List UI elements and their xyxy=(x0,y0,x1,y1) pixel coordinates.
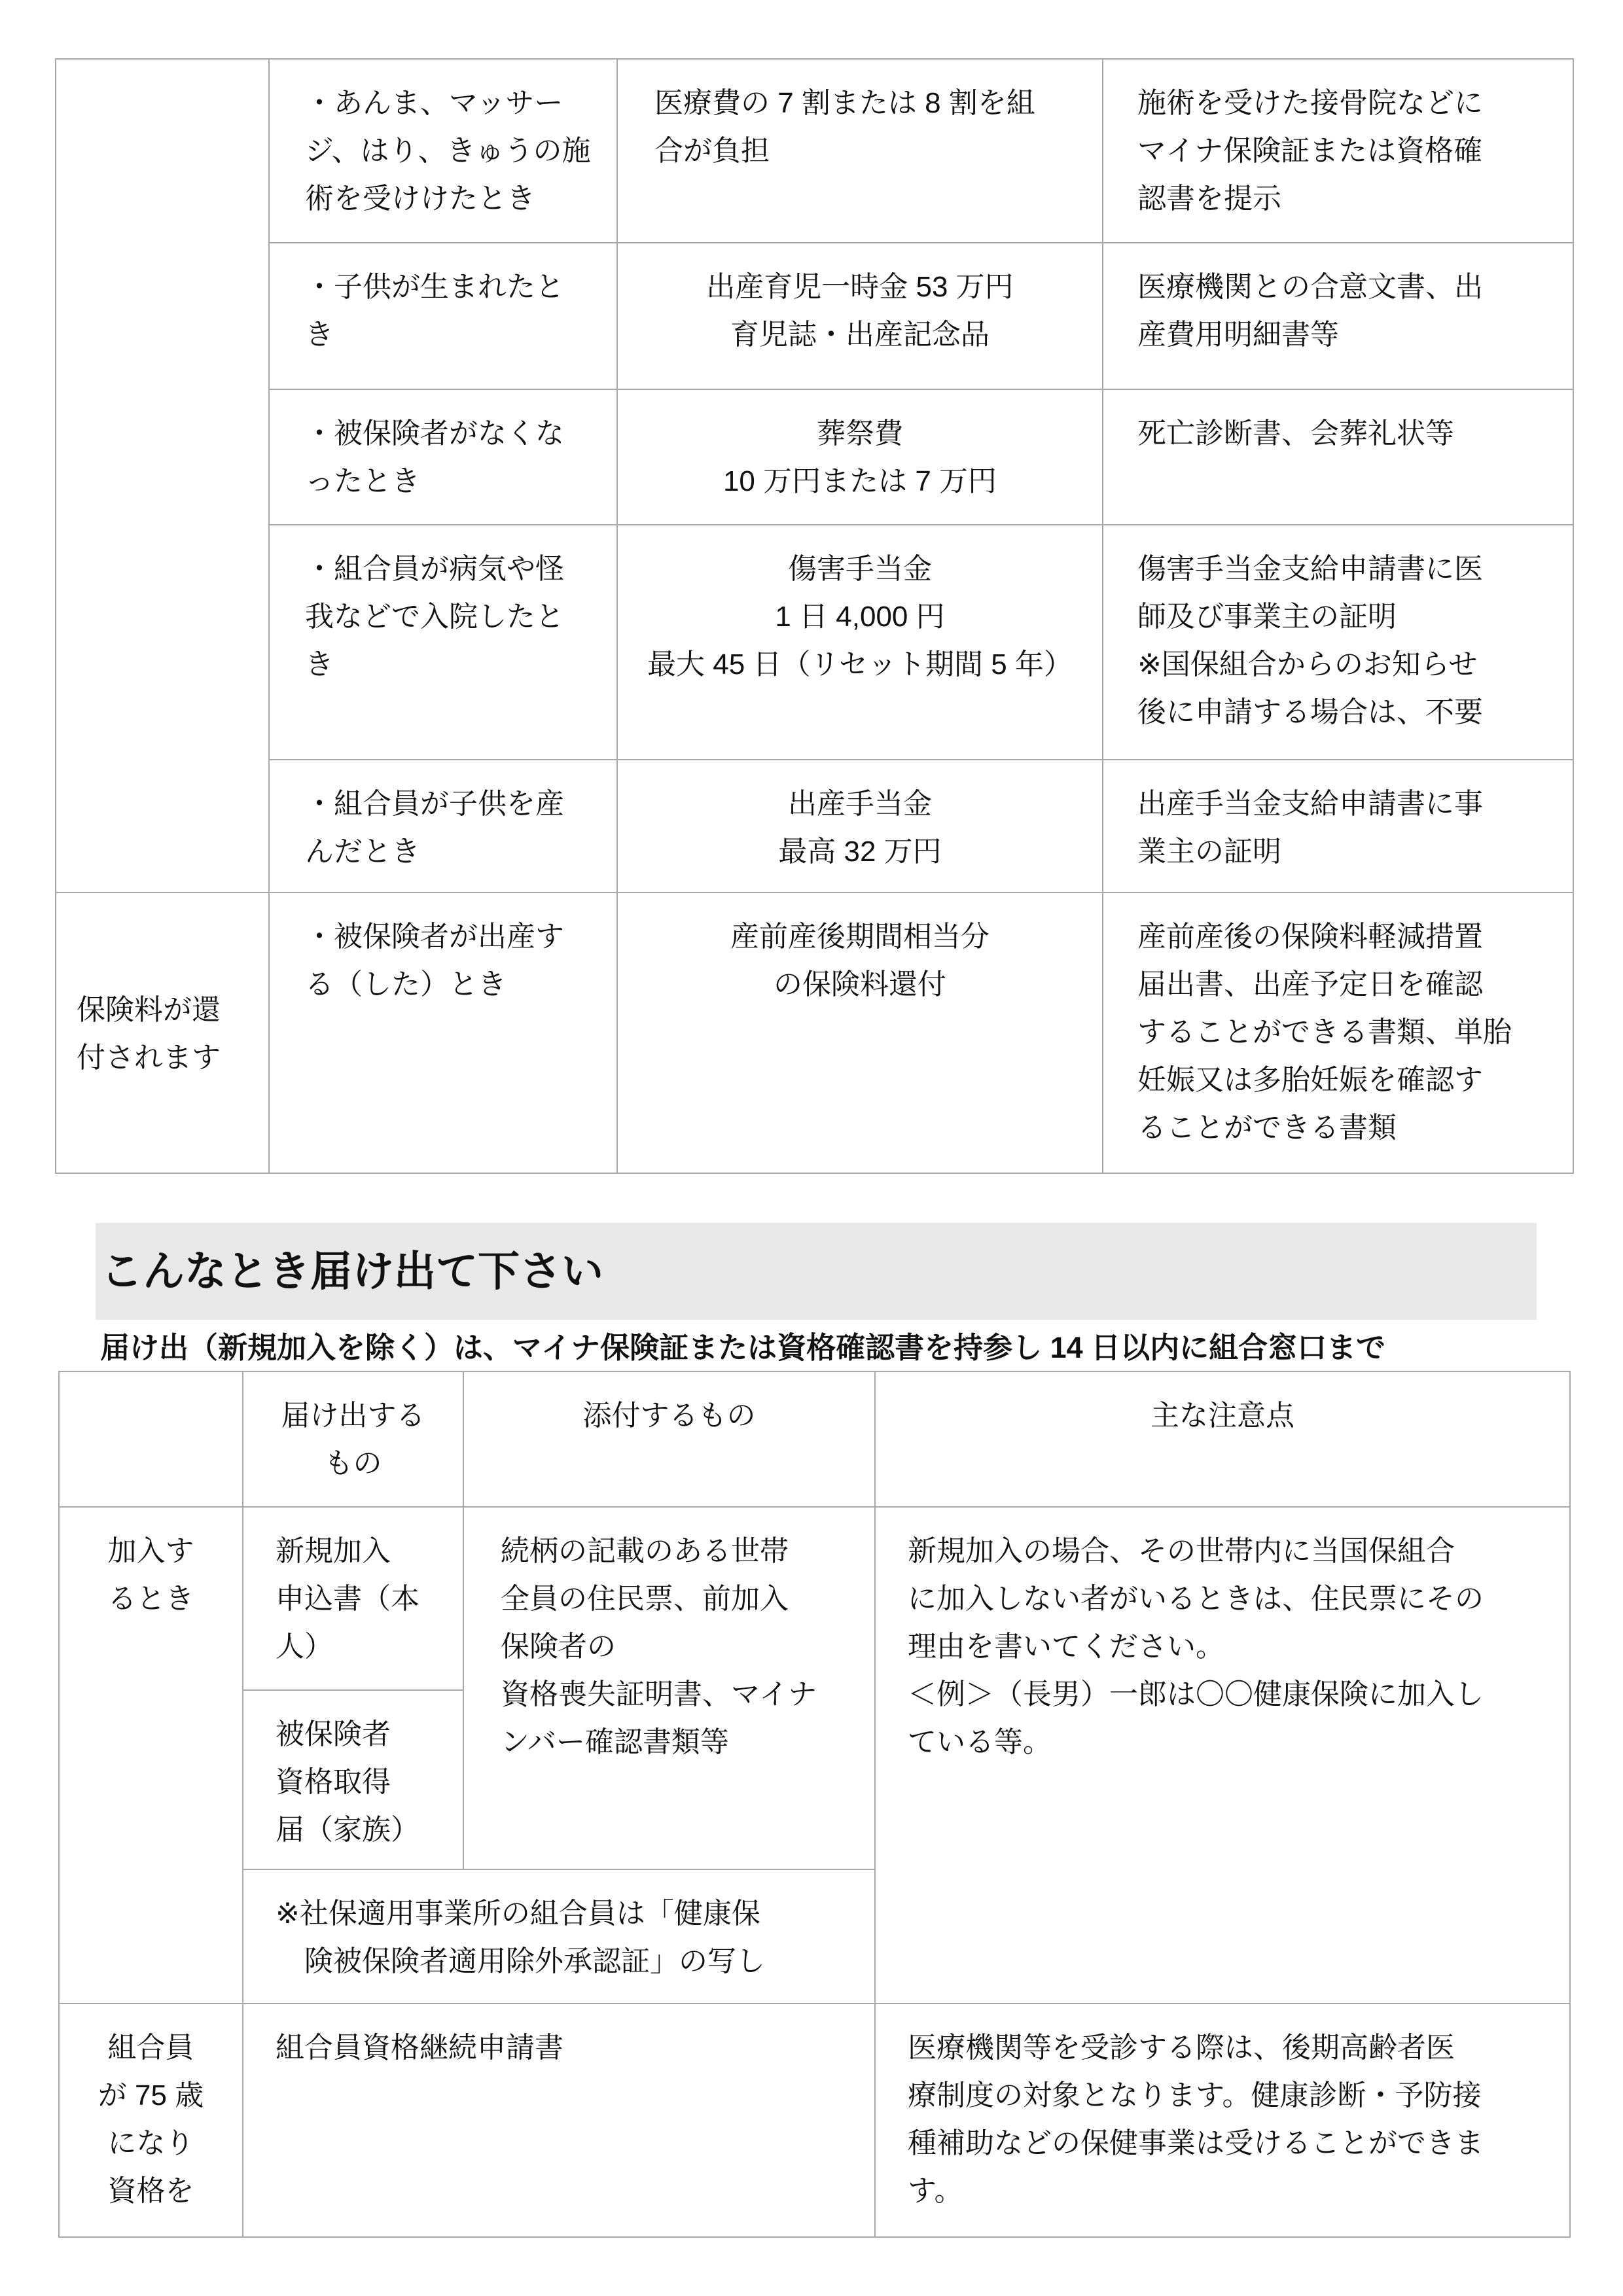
benefits-table xyxy=(55,58,1574,1174)
benefit-amount-childbirth: 出産育児一時金 53 万円 育児誌・出産記念品 xyxy=(618,243,1103,390)
benefit-amount-premium-refund: 産前産後期間相当分 の保険料還付 xyxy=(618,893,1103,1174)
benefit-case-massage: ・あんま、マッサー ジ、はり、きゅうの施 術を受けけたとき xyxy=(270,60,618,243)
form-new-enrollment: 新規加入 申込書（本 人） xyxy=(243,1508,464,1691)
benefit-amount-maternity-allowance: 出産手当金 最高 32 万円 xyxy=(618,760,1103,893)
benefit-documents-member-childbirth: 出産手当金支給申請書に事 業主の証明 xyxy=(1103,760,1574,893)
benefit-amount-massage: 医療費の 7 割または 8 割を組 合が負担 xyxy=(618,60,1103,243)
benefit-amount-injury-allowance: 傷害手当金 1 日 4,000 円 最大 45 日（リセット期間 5 年） xyxy=(618,525,1103,760)
form-membership-continuation: 組合員資格継続申請書 xyxy=(243,2004,876,2238)
benefit-amount-funeral: 葬祭費 10 万円または 7 万円 xyxy=(618,390,1103,525)
benefit-documents-premium-refund: 産前産後の保険料軽減措置 届出書、出産予定日を確認 することができる書類、単胎 妊娠又は多胎妊娠を確認す ることができる書類 xyxy=(1103,893,1574,1174)
enrollment-attachments: 続柄の記載のある世帯 全員の住民票、前加入 保険者の 資格喪失証明書、マイナ ンバー確認書類等 xyxy=(464,1508,876,1870)
benefit-case-hospitalization: ・組合員が病気や怪 我などで入院したと き xyxy=(270,525,618,760)
section-heading: こんなとき届け出て下さい xyxy=(101,1248,603,1295)
benefits-category-cell-continued xyxy=(56,60,270,893)
section-heading-box xyxy=(96,1223,1537,1320)
benefit-documents-massage: 施術を受けた接骨院などに マイナ保険証または資格確 認書を提示 xyxy=(1103,60,1574,243)
header-form: 届け出する もの xyxy=(243,1372,464,1508)
benefit-documents-hospitalization: 傷害手当金支給申請書に医 師及び事業主の証明 ※国保組合からのお知らせ 後に申請する場合は、不要 xyxy=(1103,525,1574,760)
section-subheading: 届け出（新規加入を除く）は、マイナ保険証または資格確認書を持参し 14 日以内に組合窓口まで xyxy=(100,1331,1386,1364)
benefit-case-insured-childbirth: ・被保険者が出産す る（した）とき xyxy=(270,893,618,1174)
enrollment-footnote: ※社保適用事業所の組合員は「健康保 険被保険者適用除外承認証」の写し xyxy=(243,1870,876,2004)
benefit-documents-death: 死亡診断書、会葬礼状等 xyxy=(1103,390,1574,525)
benefits-category-refund: 保険料が還 付されます xyxy=(56,893,270,1174)
benefit-case-childbirth: ・子供が生まれたと き xyxy=(270,243,618,390)
row-label-age75: 組合員 が 75 歳 になり 資格を xyxy=(60,2004,243,2238)
form-family-acquisition: 被保険者 資格取得 届（家族） xyxy=(243,1691,464,1870)
benefit-documents-childbirth: 医療機関との合意文書、出 産費用明細書等 xyxy=(1103,243,1574,390)
header-cell-empty xyxy=(60,1372,243,1508)
notification-table xyxy=(58,1371,1571,2238)
row-label-enrollment: 加入す るとき xyxy=(60,1508,243,2004)
benefit-case-member-childbirth: ・組合員が子供を産 んだとき xyxy=(270,760,618,893)
age75-notes: 医療機関等を受診する際は、後期高齢者医 療制度の対象となります。健康診断・予防接 種補助などの保健事業は受けることができま す。 xyxy=(876,2004,1571,2238)
enrollment-notes: 新規加入の場合、その世帯内に当国保組合 に加入しない者がいるときは、住民票にその 理由を書いてください。 ＜例＞（長男）一郎は〇〇健康保険に加入し ている等。 xyxy=(876,1508,1571,2004)
header-attachments: 添付するもの xyxy=(464,1372,876,1508)
header-notes: 主な注意点 xyxy=(876,1372,1571,1508)
benefit-case-death: ・被保険者がなくな ったとき xyxy=(270,390,618,525)
